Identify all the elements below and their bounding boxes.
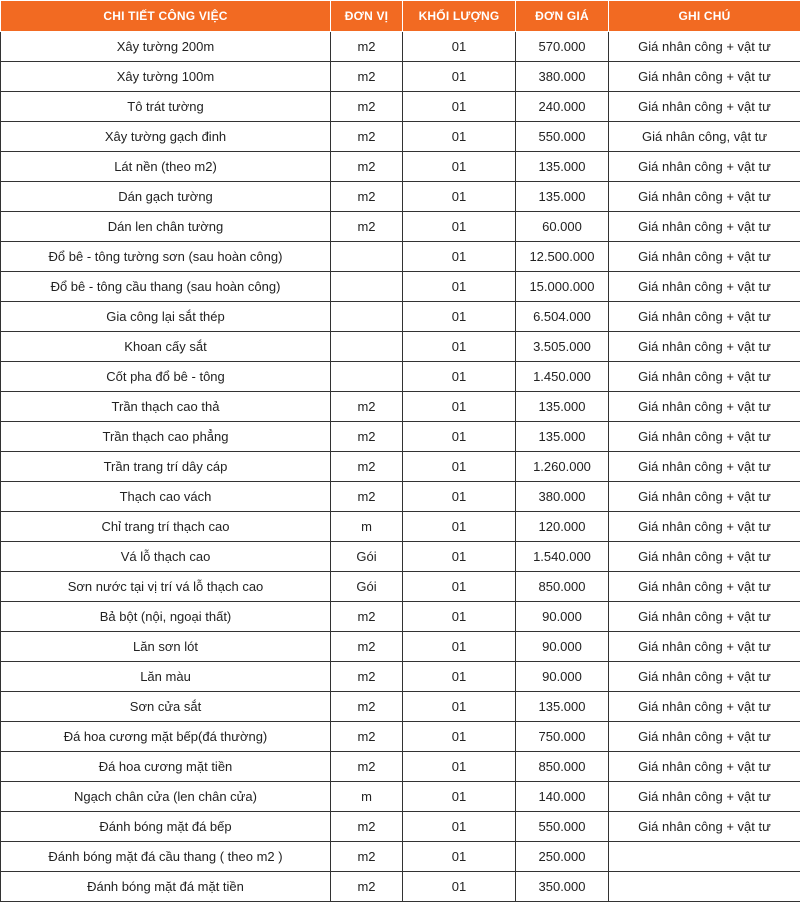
cell-unit-price: 120.000 bbox=[516, 512, 609, 542]
header-task-detail: CHI TIẾT CÔNG VIỆC bbox=[1, 1, 331, 32]
cell-unit: m2 bbox=[331, 62, 403, 92]
cell-unit: m2 bbox=[331, 32, 403, 62]
table-row bbox=[1, 242, 800, 272]
cell-task-detail: Lát nền (theo m2) bbox=[1, 152, 331, 182]
cell-task-detail: Cốt pha đổ bê - tông bbox=[1, 362, 331, 392]
cell-unit-price: 350.000 bbox=[516, 872, 609, 902]
cell-task-detail: Đổ bê - tông cầu thang (sau hoàn công) bbox=[1, 272, 331, 302]
table-row bbox=[1, 572, 800, 602]
table-row bbox=[1, 92, 800, 122]
cell-quantity: 01 bbox=[403, 212, 516, 242]
cell-unit: m2 bbox=[331, 722, 403, 752]
header-note: GHI CHÚ bbox=[609, 1, 800, 32]
cell-task-detail: Đá hoa cương mặt tiền bbox=[1, 752, 331, 782]
table-row bbox=[1, 872, 800, 902]
cell-unit-price: 550.000 bbox=[516, 812, 609, 842]
cell-unit: m2 bbox=[331, 752, 403, 782]
cell-unit: m2 bbox=[331, 152, 403, 182]
table-row bbox=[1, 752, 800, 782]
cell-quantity: 01 bbox=[403, 752, 516, 782]
cell-task-detail: Chỉ trang trí thạch cao bbox=[1, 512, 331, 542]
cell-unit-price: 90.000 bbox=[516, 602, 609, 632]
cell-note: Giá nhân công + vật tư bbox=[609, 422, 800, 452]
table-row bbox=[1, 782, 800, 812]
cell-note: Giá nhân công + vật tư bbox=[609, 542, 800, 572]
cell-task-detail: Vá lỗ thạch cao bbox=[1, 542, 331, 572]
cell-note: Giá nhân công + vật tư bbox=[609, 632, 800, 662]
table-row bbox=[1, 812, 800, 842]
cell-quantity: 01 bbox=[403, 662, 516, 692]
cell-unit-price: 15.000.000 bbox=[516, 272, 609, 302]
table-row bbox=[1, 302, 800, 332]
table-row bbox=[1, 482, 800, 512]
table-row bbox=[1, 692, 800, 722]
cell-quantity: 01 bbox=[403, 32, 516, 62]
cell-unit-price: 1.450.000 bbox=[516, 362, 609, 392]
cell-unit-price: 570.000 bbox=[516, 32, 609, 62]
cell-unit: m2 bbox=[331, 872, 403, 902]
cell-task-detail: Khoan cấy sắt bbox=[1, 332, 331, 362]
cell-note: Giá nhân công + vật tư bbox=[609, 752, 800, 782]
cell-unit: m2 bbox=[331, 632, 403, 662]
cell-note bbox=[609, 872, 800, 902]
cell-unit bbox=[331, 272, 403, 302]
cell-quantity: 01 bbox=[403, 272, 516, 302]
cell-quantity: 01 bbox=[403, 452, 516, 482]
cell-unit: m2 bbox=[331, 182, 403, 212]
table-row bbox=[1, 422, 800, 452]
cell-quantity: 01 bbox=[403, 782, 516, 812]
table-row bbox=[1, 602, 800, 632]
cell-quantity: 01 bbox=[403, 62, 516, 92]
cell-task-detail: Trần thạch cao thả bbox=[1, 392, 331, 422]
cell-quantity: 01 bbox=[403, 122, 516, 152]
cell-quantity: 01 bbox=[403, 812, 516, 842]
cell-note: Giá nhân công + vật tư bbox=[609, 692, 800, 722]
cell-unit-price: 240.000 bbox=[516, 92, 609, 122]
cell-unit: m2 bbox=[331, 422, 403, 452]
cell-unit-price: 60.000 bbox=[516, 212, 609, 242]
cell-note: Giá nhân công + vật tư bbox=[609, 32, 800, 62]
cell-unit: m2 bbox=[331, 662, 403, 692]
cell-task-detail: Trần trang trí dây cáp bbox=[1, 452, 331, 482]
cell-task-detail: Ngạch chân cửa (len chân cửa) bbox=[1, 782, 331, 812]
cell-unit: m2 bbox=[331, 92, 403, 122]
cell-quantity: 01 bbox=[403, 92, 516, 122]
cell-note: Giá nhân công + vật tư bbox=[609, 272, 800, 302]
cell-quantity: 01 bbox=[403, 332, 516, 362]
cell-note: Giá nhân công + vật tư bbox=[609, 662, 800, 692]
table-row bbox=[1, 632, 800, 662]
cell-task-detail: Lăn màu bbox=[1, 662, 331, 692]
cell-quantity: 01 bbox=[403, 362, 516, 392]
cell-task-detail: Dán len chân tường bbox=[1, 212, 331, 242]
cell-quantity: 01 bbox=[403, 152, 516, 182]
table-row bbox=[1, 722, 800, 752]
cell-task-detail: Đánh bóng mặt đá mặt tiền bbox=[1, 872, 331, 902]
header-row bbox=[1, 1, 800, 32]
cell-quantity: 01 bbox=[403, 692, 516, 722]
cell-task-detail: Sơn nước tại vị trí vá lỗ thạch cao bbox=[1, 572, 331, 602]
header-unit: ĐƠN VỊ bbox=[331, 1, 403, 32]
cell-note: Giá nhân công + vật tư bbox=[609, 332, 800, 362]
cell-unit-price: 135.000 bbox=[516, 422, 609, 452]
cell-unit: m2 bbox=[331, 122, 403, 152]
cell-note: Giá nhân công + vật tư bbox=[609, 782, 800, 812]
cell-unit: m bbox=[331, 782, 403, 812]
cell-quantity: 01 bbox=[403, 512, 516, 542]
cell-note: Giá nhân công + vật tư bbox=[609, 362, 800, 392]
cell-note bbox=[609, 842, 800, 872]
cell-task-detail: Xây tường gạch đinh bbox=[1, 122, 331, 152]
cell-unit-price: 12.500.000 bbox=[516, 242, 609, 272]
table-row bbox=[1, 182, 800, 212]
cell-task-detail: Xây tường 100m bbox=[1, 62, 331, 92]
table-row bbox=[1, 512, 800, 542]
cell-task-detail: Đánh bóng mặt đá cầu thang ( theo m2 ) bbox=[1, 842, 331, 872]
cell-unit-price: 250.000 bbox=[516, 842, 609, 872]
cell-note: Giá nhân công + vật tư bbox=[609, 62, 800, 92]
cell-task-detail: Đá hoa cương mặt bếp(đá thường) bbox=[1, 722, 331, 752]
cell-task-detail: Đánh bóng mặt đá bếp bbox=[1, 812, 331, 842]
cell-unit bbox=[331, 302, 403, 332]
table-row bbox=[1, 842, 800, 872]
cell-unit-price: 140.000 bbox=[516, 782, 609, 812]
cell-unit-price: 3.505.000 bbox=[516, 332, 609, 362]
cell-note: Giá nhân công + vật tư bbox=[609, 182, 800, 212]
table-row bbox=[1, 32, 800, 62]
cell-unit-price: 750.000 bbox=[516, 722, 609, 752]
cell-task-detail: Đổ bê - tông tường sơn (sau hoàn công) bbox=[1, 242, 331, 272]
cell-unit: m2 bbox=[331, 602, 403, 632]
cell-note: Giá nhân công + vật tư bbox=[609, 602, 800, 632]
table-row bbox=[1, 392, 800, 422]
cell-note: Giá nhân công + vật tư bbox=[609, 212, 800, 242]
cell-unit-price: 90.000 bbox=[516, 662, 609, 692]
table-row bbox=[1, 122, 800, 152]
cell-note: Giá nhân công + vật tư bbox=[609, 572, 800, 602]
cell-task-detail: Lăn sơn lót bbox=[1, 632, 331, 662]
table-row bbox=[1, 62, 800, 92]
cell-task-detail: Trần thạch cao phẳng bbox=[1, 422, 331, 452]
cell-unit-price: 6.504.000 bbox=[516, 302, 609, 332]
table-row bbox=[1, 542, 800, 572]
cell-task-detail: Dán gạch tường bbox=[1, 182, 331, 212]
cell-unit: m2 bbox=[331, 692, 403, 722]
cell-note: Giá nhân công + vật tư bbox=[609, 452, 800, 482]
cell-unit: m2 bbox=[331, 842, 403, 872]
cell-task-detail: Sơn cửa sắt bbox=[1, 692, 331, 722]
cell-unit-price: 1.260.000 bbox=[516, 452, 609, 482]
cell-unit bbox=[331, 242, 403, 272]
table-row bbox=[1, 152, 800, 182]
cell-unit-price: 1.540.000 bbox=[516, 542, 609, 572]
cell-task-detail: Bả bột (nội, ngoại thất) bbox=[1, 602, 331, 632]
cell-note: Giá nhân công + vật tư bbox=[609, 92, 800, 122]
table-row bbox=[1, 272, 800, 302]
cell-unit-price: 135.000 bbox=[516, 182, 609, 212]
cell-quantity: 01 bbox=[403, 242, 516, 272]
cell-unit: m2 bbox=[331, 812, 403, 842]
cell-unit-price: 135.000 bbox=[516, 692, 609, 722]
cell-quantity: 01 bbox=[403, 392, 516, 422]
cell-unit-price: 380.000 bbox=[516, 482, 609, 512]
cell-unit: m2 bbox=[331, 452, 403, 482]
cell-quantity: 01 bbox=[403, 182, 516, 212]
cell-note: Giá nhân công, vật tư bbox=[609, 122, 800, 152]
cell-quantity: 01 bbox=[403, 722, 516, 752]
cell-quantity: 01 bbox=[403, 422, 516, 452]
cell-task-detail: Tô trát tường bbox=[1, 92, 331, 122]
cell-unit-price: 90.000 bbox=[516, 632, 609, 662]
cell-unit: m2 bbox=[331, 212, 403, 242]
cell-quantity: 01 bbox=[403, 842, 516, 872]
table-row bbox=[1, 212, 800, 242]
table-row bbox=[1, 362, 800, 392]
cell-quantity: 01 bbox=[403, 572, 516, 602]
cell-task-detail: Gia công lại sắt thép bbox=[1, 302, 331, 332]
table-row bbox=[1, 332, 800, 362]
cell-note: Giá nhân công + vật tư bbox=[609, 722, 800, 752]
cell-unit-price: 550.000 bbox=[516, 122, 609, 152]
cell-unit-price: 380.000 bbox=[516, 62, 609, 92]
cell-note: Giá nhân công + vật tư bbox=[609, 512, 800, 542]
cell-unit: m2 bbox=[331, 392, 403, 422]
cell-unit: m2 bbox=[331, 482, 403, 512]
table-row bbox=[1, 452, 800, 482]
cell-quantity: 01 bbox=[403, 482, 516, 512]
cell-quantity: 01 bbox=[403, 542, 516, 572]
table-body bbox=[1, 32, 800, 902]
cell-note: Giá nhân công + vật tư bbox=[609, 392, 800, 422]
cell-quantity: 01 bbox=[403, 632, 516, 662]
cell-quantity: 01 bbox=[403, 302, 516, 332]
cell-task-detail: Thạch cao vách bbox=[1, 482, 331, 512]
cell-note: Giá nhân công + vật tư bbox=[609, 812, 800, 842]
cell-quantity: 01 bbox=[403, 602, 516, 632]
cell-note: Giá nhân công + vật tư bbox=[609, 302, 800, 332]
cell-quantity: 01 bbox=[403, 872, 516, 902]
header-unit-price: ĐƠN GIÁ bbox=[516, 1, 609, 32]
cell-unit-price: 850.000 bbox=[516, 572, 609, 602]
cell-unit bbox=[331, 362, 403, 392]
cell-note: Giá nhân công + vật tư bbox=[609, 482, 800, 512]
cell-unit-price: 135.000 bbox=[516, 392, 609, 422]
cell-unit: Gói bbox=[331, 572, 403, 602]
table-header bbox=[1, 1, 800, 32]
cell-unit: Gói bbox=[331, 542, 403, 572]
header-quantity: KHỐI LƯỢNG bbox=[403, 1, 516, 32]
table-row bbox=[1, 662, 800, 692]
cell-unit: m bbox=[331, 512, 403, 542]
cell-note: Giá nhân công + vật tư bbox=[609, 242, 800, 272]
cell-task-detail: Xây tường 200m bbox=[1, 32, 331, 62]
cell-unit-price: 850.000 bbox=[516, 752, 609, 782]
cell-unit-price: 135.000 bbox=[516, 152, 609, 182]
cell-unit bbox=[331, 332, 403, 362]
cell-note: Giá nhân công + vật tư bbox=[609, 152, 800, 182]
